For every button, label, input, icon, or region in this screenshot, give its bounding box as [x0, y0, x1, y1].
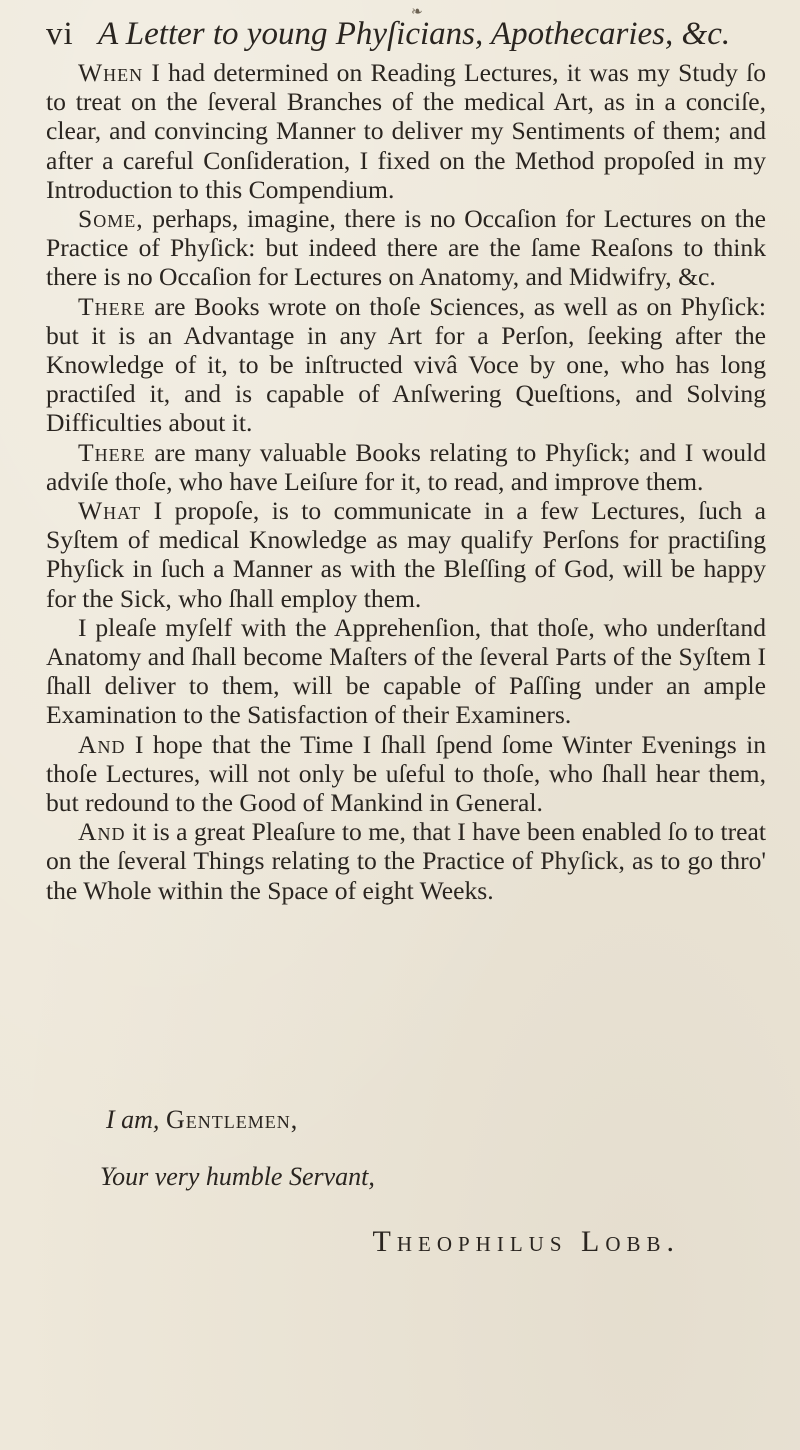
- paragraph-text: I propoſe, is to communicate in a few Lectures, ſuch a Syſtem of medical Knowledge as may qualify Perſons for practiſing Phyſick in ſuch a Manner as with the Bleſſing of God, will be happy for the Sick, who ſhall employ them.: [46, 496, 766, 613]
- paragraph-text: I pleaſe myſelf with the Apprehenſion, that thoſe, who underſtand Anatomy and ſhall become Maſters of the ſeveral Parts of the Syſtem I ſhall deliver to them, will be capable of Paſſing under an ample Examination to the Satisfaction of their Examiners.: [46, 612, 766, 730]
- closing-addressee: Gentlemen,: [165, 1105, 299, 1134]
- signature: Theophilus Lobb.: [372, 1225, 680, 1258]
- paragraph: [46, 730, 766, 818]
- closing-prefix: I am,: [106, 1105, 160, 1134]
- paragraph: [46, 496, 766, 613]
- paragraph-text: I hope that the Time I ſhall ſpend ſome Winter Evenings in thoſe Lectures, will not only be uſeful to thoſe, who ſhall hear them, but redound to the Good of Mankind in General.: [46, 729, 766, 818]
- paragraph: [46, 613, 766, 730]
- paragraph-lead: When: [78, 58, 144, 87]
- running-title: A Letter to young Phyſicians, Apothecaries, &c.: [98, 16, 731, 52]
- paragraph: [46, 438, 766, 496]
- page-number: vi: [46, 16, 74, 52]
- paragraph: [46, 292, 766, 438]
- paragraph-text: I had determined on Reading Lectures, it was my Study ſo to treat on the ſeveral Branches of the medical Art, as in a conciſe, clear, and convincing Manner to deliver my Sentiments of them; and after a careful Conſideration, I fixed on the Method propoſed in my Introduction to this Compendium.: [46, 58, 766, 204]
- letter-body: [46, 58, 766, 905]
- paragraph-text: it is a great Pleaſure to me, that I have been enabled ſo to treat on the ſeveral Things relating to the Practice of Phyſick, as to go thro' the Whole within the Space of eight Weeks.: [46, 817, 766, 905]
- closing-salutation: [106, 1105, 800, 1135]
- page-header: [46, 10, 776, 60]
- paragraph-lead: And: [78, 817, 126, 847]
- paragraph: [46, 58, 766, 204]
- ink-speck-icon: ❧: [411, 5, 423, 20]
- paragraph: [46, 817, 766, 905]
- paragraph-lead: Some,: [78, 204, 144, 234]
- paragraph-lead: What: [78, 496, 142, 526]
- closing-servant-line: Your very humble Servant,: [100, 1162, 375, 1191]
- paragraph-text: are Books wrote on thoſe Sciences, as well as on Phyſick: but it is an Advantage in any Art for a Perſon, ſeeking after the Knowledge of it, to be inſtructed vivâ Voce by one, who has long practiſed it, and is capable of Anſwering Queſtions, and Solving Difficulties about it.: [46, 291, 766, 438]
- paragraph-text: perhaps, imagine, there is no Occaſion for Lectures on the Practice of Phyſick: but indeed there are the ſame Reaſons to think there is no Occaſion for Lectures on Anatomy, and Midwifry, &c.: [46, 204, 766, 292]
- paragraph-lead: There: [78, 291, 146, 321]
- paragraph: [46, 204, 766, 292]
- paragraph-lead: And: [78, 729, 126, 759]
- paragraph-lead: There: [78, 437, 146, 467]
- paragraph-text: are many valuable Books relating to Phyſick; and I would adviſe thoſe, who have Leiſure for it, to read, and improve them.: [46, 437, 766, 496]
